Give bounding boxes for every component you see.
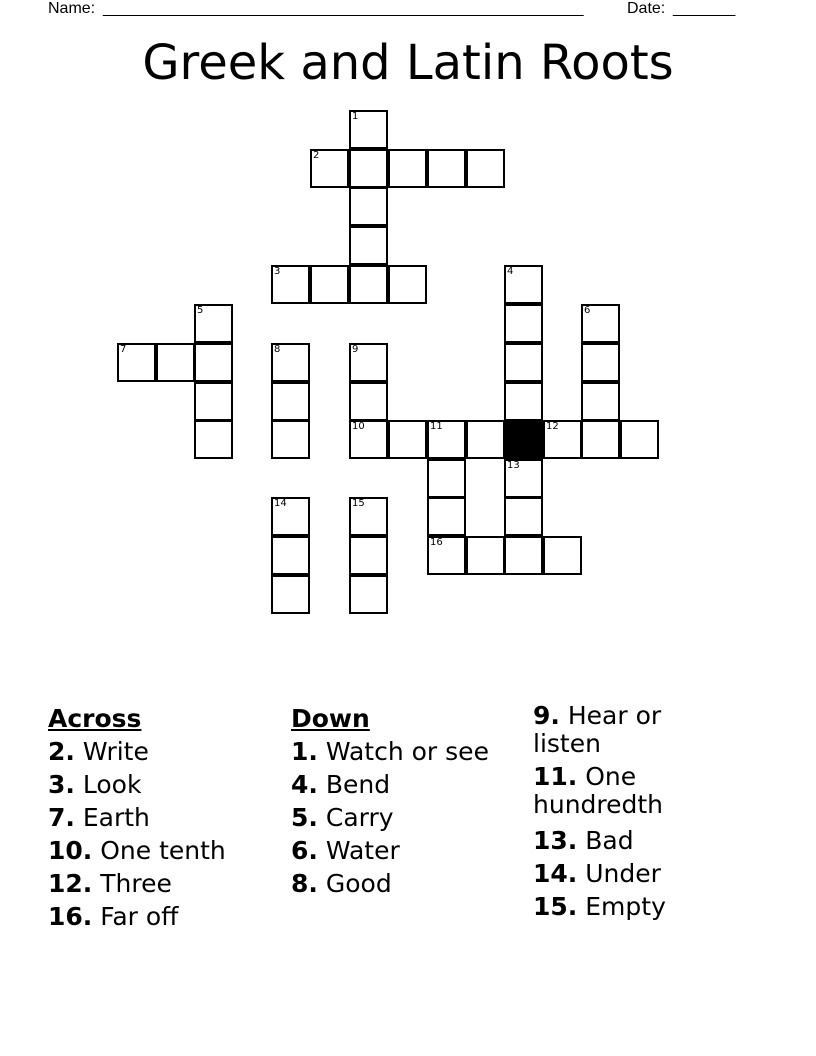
clue-number: 4. (291, 770, 318, 799)
clue-number: 5 (197, 305, 204, 316)
grid-cell[interactable] (620, 420, 659, 459)
clue-number: 7 (120, 344, 127, 355)
grid-cell[interactable] (543, 536, 582, 575)
across-heading: Across (48, 704, 142, 733)
clue-text: Under (585, 859, 661, 888)
clue-number: 14. (533, 859, 578, 888)
clue-number: 1. (291, 737, 318, 766)
grid-cell[interactable] (349, 265, 388, 304)
grid-cell[interactable] (504, 382, 543, 421)
grid-cell[interactable] (271, 343, 310, 382)
grid-cell[interactable] (310, 265, 349, 304)
clue-text: Watch or see (325, 737, 489, 766)
grid-cell[interactable] (271, 575, 310, 614)
clue-number: 2 (313, 150, 320, 161)
clue-down-5 (291, 801, 531, 834)
grid-cell[interactable] (388, 265, 427, 304)
grid-cell[interactable] (156, 343, 195, 382)
grid-cell[interactable] (427, 536, 466, 575)
clue-down-1 (291, 735, 531, 768)
clue-number: 6. (291, 836, 318, 865)
name-line[interactable]: ______________________________________________________ (103, 0, 584, 17)
clue-number: 8 (274, 344, 281, 355)
clue-down-15 (533, 890, 683, 923)
clue-number: 13 (507, 460, 520, 471)
clue-number: 8. (291, 869, 318, 898)
clue-text: Hear or listen (533, 701, 662, 758)
clue-down-13 (533, 824, 683, 857)
down-clues-continued (533, 702, 683, 923)
clue-text: Write (82, 737, 149, 766)
clue-number: 11. (533, 762, 578, 791)
clue-number: 12. (48, 869, 93, 898)
grid-cell[interactable] (271, 382, 310, 421)
clue-text: Three (100, 869, 172, 898)
date-label: Date: (627, 0, 666, 17)
grid-cell[interactable] (349, 497, 388, 536)
clue-across-3 (48, 768, 283, 801)
clue-number: 7. (48, 803, 75, 832)
clue-number: 5. (291, 803, 318, 832)
grid-cell[interactable] (310, 149, 349, 188)
grid-cell[interactable] (427, 149, 466, 188)
clue-across-12 (48, 867, 283, 900)
grid-cell[interactable] (504, 497, 543, 536)
clue-across-2 (48, 735, 283, 768)
grid-cell[interactable] (581, 420, 620, 459)
grid-cell[interactable] (349, 110, 388, 149)
grid-cell[interactable] (271, 420, 310, 459)
grid-cell[interactable] (194, 304, 233, 343)
clue-number: 12 (546, 421, 559, 432)
clue-number: 14 (274, 498, 287, 509)
clue-number: 1 (352, 111, 359, 122)
clue-text: Good (325, 869, 392, 898)
grid-cell[interactable] (427, 420, 466, 459)
clue-number: 4 (507, 266, 514, 277)
name-label: Name: (48, 0, 96, 17)
grid-cell[interactable] (504, 304, 543, 343)
grid-cell[interactable] (194, 343, 233, 382)
grid-cell[interactable] (427, 497, 466, 536)
clue-text: One tenth (100, 836, 226, 865)
date-line[interactable]: _______ (673, 0, 736, 17)
grid-cell[interactable] (504, 536, 543, 575)
grid-cell[interactable] (194, 420, 233, 459)
grid-cell[interactable] (504, 343, 543, 382)
grid-cell[interactable] (349, 575, 388, 614)
grid-cell[interactable] (581, 304, 620, 343)
grid-cell[interactable] (271, 497, 310, 536)
clue-number: 11 (430, 421, 443, 432)
clue-number: 3. (48, 770, 75, 799)
clue-number: 10 (352, 421, 365, 432)
clue-down-14 (533, 857, 683, 890)
grid-cell[interactable] (427, 459, 466, 498)
grid-cell[interactable] (581, 343, 620, 382)
clue-number: 15. (533, 892, 578, 921)
clue-down-9 (533, 702, 683, 758)
down-clues (291, 702, 531, 900)
clue-text: Earth (82, 803, 150, 832)
clue-down-4 (291, 768, 531, 801)
grid-cell[interactable] (504, 265, 543, 304)
across-clues (48, 702, 283, 933)
clue-text: Look (82, 770, 142, 799)
grid-cell[interactable] (581, 382, 620, 421)
clue-number: 9. (533, 701, 560, 730)
grid-cell[interactable] (194, 382, 233, 421)
clue-text: Far off (100, 902, 179, 931)
grid-cell[interactable] (349, 420, 388, 459)
clue-down-11 (533, 763, 683, 819)
clue-number: 6 (584, 305, 591, 316)
clue-text: Bad (585, 826, 634, 855)
clue-number: 3 (274, 266, 281, 277)
clue-text: Water (325, 836, 400, 865)
clue-number: 16 (430, 537, 443, 548)
grid-cell[interactable] (466, 536, 505, 575)
page-title: Greek and Latin Roots (142, 35, 674, 91)
clue-number: 2. (48, 737, 75, 766)
grid-cell[interactable] (271, 536, 310, 575)
grid-cell[interactable] (349, 382, 388, 421)
clue-text: Empty (585, 892, 666, 921)
grid-cell[interactable] (349, 226, 388, 265)
clue-across-16 (48, 900, 283, 933)
grid-cell[interactable] (349, 187, 388, 226)
grid-cell[interactable] (117, 343, 156, 382)
clue-text: Carry (325, 803, 394, 832)
grid-cell[interactable] (349, 149, 388, 188)
clue-text: One hundredth (533, 762, 664, 819)
clue-across-10 (48, 834, 283, 867)
clue-text: Bend (325, 770, 391, 799)
grid-cell[interactable] (388, 149, 427, 188)
grid-cell[interactable] (349, 536, 388, 575)
grid-cell[interactable] (466, 149, 505, 188)
grid-cell[interactable] (543, 420, 582, 459)
clue-number: 10. (48, 836, 93, 865)
clue-down-6 (291, 834, 531, 867)
grid-cell[interactable] (349, 343, 388, 382)
black-cell (504, 420, 543, 459)
clue-number: 16. (48, 902, 93, 931)
down-heading: Down (291, 704, 370, 733)
grid-cell[interactable] (504, 459, 543, 498)
clue-number: 13. (533, 826, 578, 855)
clue-down-8 (291, 867, 531, 900)
grid-cell[interactable] (388, 420, 427, 459)
clue-across-7 (48, 801, 283, 834)
grid-cell[interactable] (466, 420, 505, 459)
clue-number: 15 (352, 498, 365, 509)
grid-cell[interactable] (271, 265, 310, 304)
clue-number: 9 (352, 344, 359, 355)
